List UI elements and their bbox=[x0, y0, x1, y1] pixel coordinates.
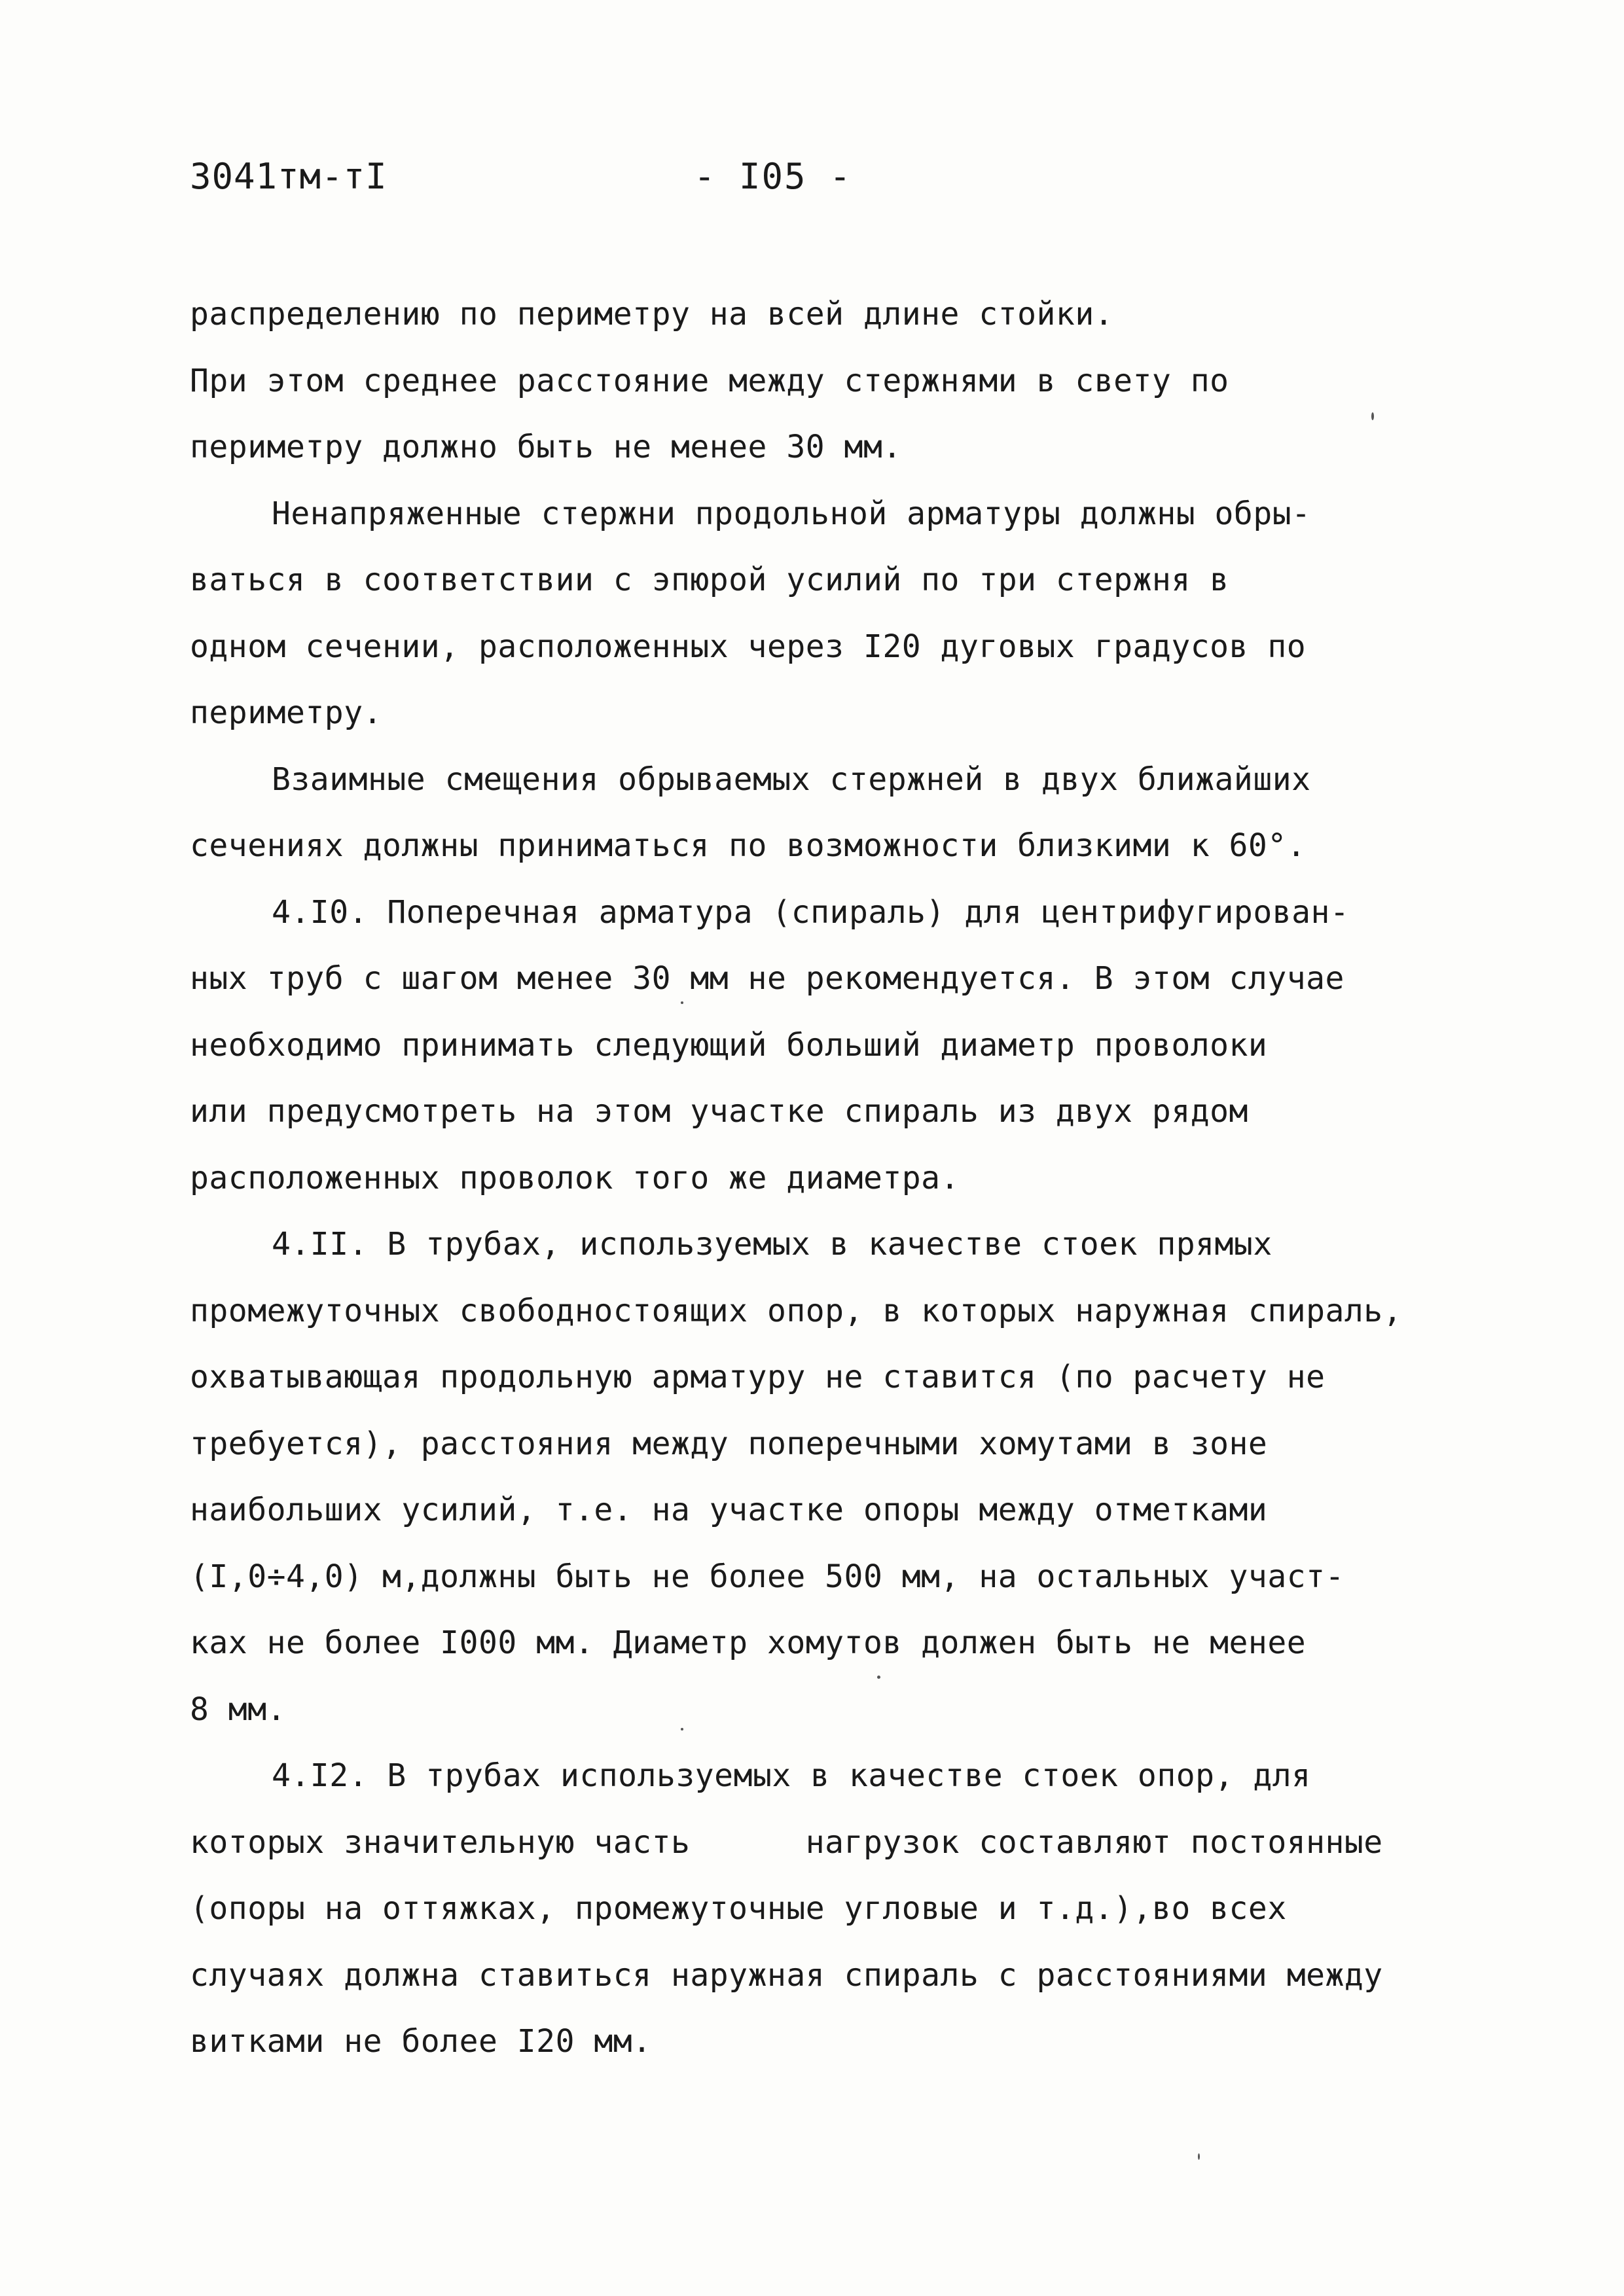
scan-speck bbox=[877, 1676, 880, 1679]
text-line: расположенных проволок того же диаметра. bbox=[190, 1159, 960, 1196]
text-line: (опоры на оттяжках, промежуточные угловые и т.д.),во всех bbox=[190, 1890, 1287, 1927]
text-line: 8 мм. bbox=[190, 1691, 286, 1728]
text-line: которых значительную часть нагрузок составляют постоянные bbox=[190, 1823, 1383, 1861]
text-line: 4.I2. В трубах используемых в качестве стоек опор, для bbox=[272, 1757, 1311, 1794]
text-line: периметру. bbox=[190, 694, 382, 731]
text-line: ках не более I000 мм. Диаметр хомутов должен быть не менее bbox=[190, 1624, 1307, 1661]
text-line: необходимо принимать следующий больший диаметр проволоки bbox=[190, 1026, 1268, 1064]
text-line: ваться в соответствии с эпюрой усилий по три стержня в bbox=[190, 562, 1229, 598]
text-line: периметру должно быть не менее 30 мм. bbox=[190, 429, 902, 465]
page-number: - I05 - bbox=[694, 156, 852, 197]
text-line: витками не более I20 мм. bbox=[190, 2023, 652, 2060]
body-text bbox=[190, 281, 1499, 2075]
text-line: требуется), расстояния между поперечными хомутами в зоне bbox=[190, 1425, 1268, 1462]
text-line: случаях должна ставиться наружная спираль с расстояниями между bbox=[190, 1956, 1383, 1994]
text-line: При этом среднее расстояние между стержнями в свету по bbox=[190, 362, 1229, 399]
text-line: сечениях должны приниматься по возможности близкими к 60°. bbox=[190, 827, 1307, 864]
text-line: распределению по периметру на всей длине стойки. bbox=[190, 296, 1114, 332]
document-code: 3041тм-тI bbox=[190, 156, 388, 197]
scan-speck bbox=[681, 1001, 683, 1004]
scan-speck bbox=[681, 1728, 683, 1731]
text-line: ных труб с шагом менее 30 мм не рекомендуется. В этом случае bbox=[190, 960, 1344, 997]
text-line: Ненапряженные стержни продольной арматуры должны обры- bbox=[272, 495, 1311, 532]
text-line: наибольших усилий, т.е. на участке опоры между отметками bbox=[190, 1492, 1268, 1528]
text-line: охватывающая продольную арматуру не ставится (по расчету не bbox=[190, 1359, 1326, 1395]
scan-speck bbox=[1198, 2153, 1200, 2160]
text-line: 4.I0. Поперечная арматура (спираль) для центрифугирован- bbox=[272, 893, 1350, 931]
text-line: 4.II. В трубах, используемых в качестве стоек прямых bbox=[272, 1226, 1272, 1263]
text-line: Взаимные смещения обрываемых стержней в двух ближайших bbox=[272, 761, 1311, 798]
text-line: или предусмотреть на этом участке спираль из двух рядом bbox=[190, 1093, 1248, 1130]
text-line: одном сечении, расположенных через I20 дуговых градусов по bbox=[190, 628, 1307, 665]
scan-speck bbox=[1371, 412, 1374, 420]
text-line: промежуточных свободностоящих опор, в которых наружная спираль, bbox=[190, 1292, 1403, 1329]
text-line: (I,0÷4,0) м,должны быть не более 500 мм, на остальных участ- bbox=[190, 1558, 1344, 1595]
